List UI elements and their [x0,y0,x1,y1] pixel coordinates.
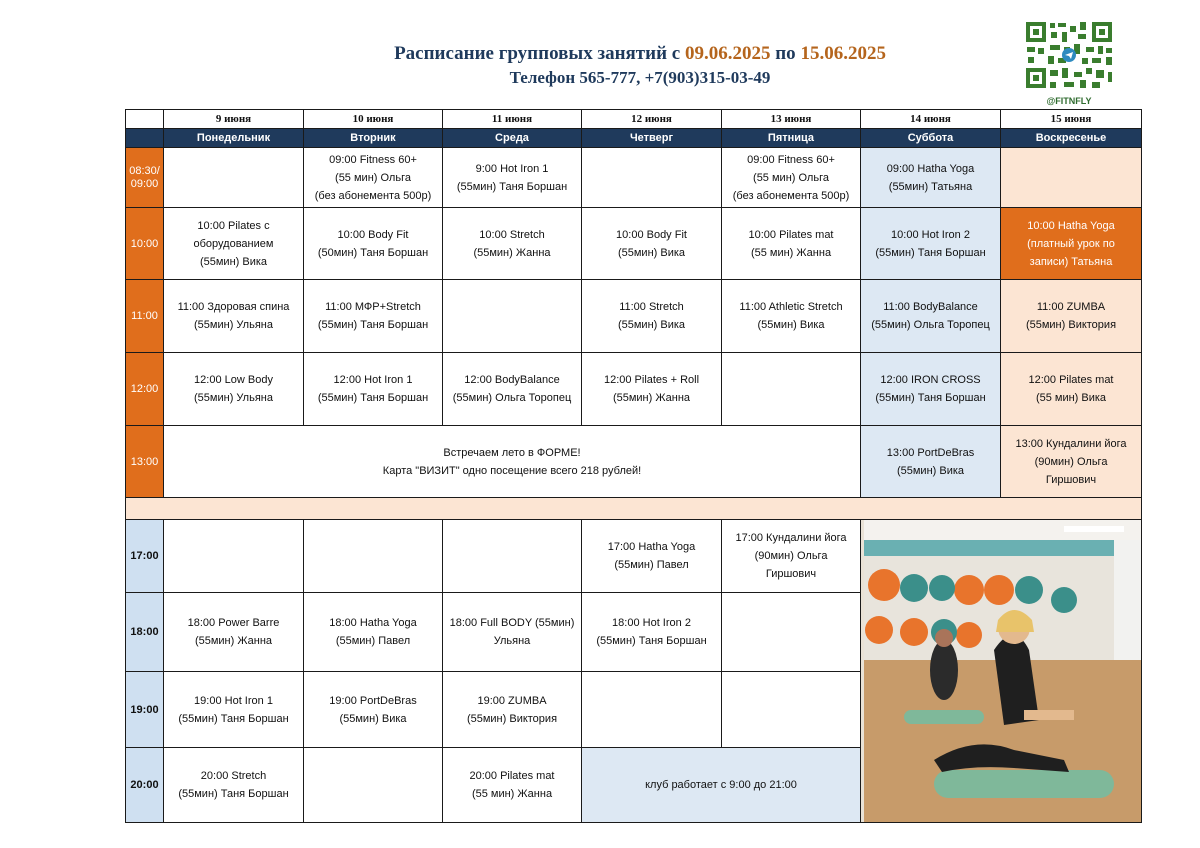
time-1100: 11:00 [126,280,164,353]
class-cell [722,593,861,672]
class-cell [722,353,861,426]
class-cell: 09:00 Fitness 60+ (55 мин) Ольга (без абонемента 500р) [722,148,861,208]
date-sat: 14 июня [861,110,1001,129]
title-mid: по [775,43,796,64]
schedule-table [125,109,1142,823]
class-cell [582,148,722,208]
class-cell: 10:00 Pilates с оборудованием (55мин) Вика [164,208,304,280]
class-cell: 12:00 Pilates + Roll (55мин) Жанна [582,353,722,426]
row-0830 [126,148,1142,208]
dates-row [126,110,1142,129]
promo-line-1: Встречаем лето в ФОРМЕ! [443,446,581,459]
class-cell: 11:00 Stretch (55мин) Вика [582,280,722,353]
class-cell: 18:00 Power Barre (55мин) Жанна [164,593,304,672]
date-from: 09.06.2025 [684,43,771,64]
class-cell-highlight: 10:00 Hatha Yoga (платный урок по записи) Татьяна [1001,208,1142,280]
corner-cell [126,129,164,148]
class-cell: 17:00 Hatha Yoga (55мин) Павел [582,520,722,593]
day-wed: Среда [443,129,582,148]
date-to: 15.06.2025 [800,43,886,64]
date-thu: 12 июня [582,110,722,129]
class-cell: 10:00 Body Fit (55мин) Вика [582,208,722,280]
class-cell: 19:00 Hot Iron 1 (55мин) Таня Боршан [164,672,304,748]
time-1900: 19:00 [126,672,164,748]
class-cell [304,520,443,593]
promo-banner [164,426,861,498]
class-cell: 11:00 Athletic Stretch (55мин) Вика [722,280,861,353]
class-cell: 12:00 BodyBalance (55мин) Ольга Торопец [443,353,582,426]
corner-cell [126,110,164,129]
time-0830: 08:30/ 09:00 [126,148,164,208]
schedule-title [250,42,1030,66]
class-cell: 13:00 Кундалини йога (90мин) Ольга Гиршович [1001,426,1142,498]
class-cell: 9:00 Hot Iron 1 (55мин) Таня Боршан [443,148,582,208]
day-tue: Вторник [304,129,443,148]
separator-bar [126,498,1142,520]
class-cell [443,280,582,353]
day-fri: Пятница [722,129,861,148]
date-sun: 15 июня [1001,110,1142,129]
class-cell: 10:00 Hot Iron 2 (55мин) Таня Боршан [861,208,1001,280]
class-cell: 18:00 Hot Iron 2 (55мин) Таня Боршан [582,593,722,672]
day-sat: Суббота [861,129,1001,148]
phone-line: Телефон 565-777, +7(903)315-03-49 [509,68,771,87]
title-prefix: Расписание групповых занятий с [394,43,681,64]
row-1100 [126,280,1142,353]
days-row [126,129,1142,148]
class-cell: 11:00 ZUMBA (55мин) Виктория [1001,280,1142,353]
class-cell: 19:00 ZUMBA (55мин) Виктория [443,672,582,748]
class-cell [1001,148,1142,208]
date-wed: 11 июня [443,110,582,129]
day-thu: Четверг [582,129,722,148]
separator-row [126,498,1142,520]
class-cell: 19:00 PortDeBras (55мин) Вика [304,672,443,748]
row-1700 [126,520,1142,593]
class-cell: 17:00 Кундалини йога (90мин) Ольга Гиршович [722,520,861,593]
row-1300 [126,426,1142,498]
class-cell: 11:00 Здоровая спина (55мин) Ульяна [164,280,304,353]
time-1300: 13:00 [126,426,164,498]
time-2000: 20:00 [126,748,164,823]
class-cell: 09:00 Fitness 60+ (55 мин) Ольга (без абонемента 500р) [304,148,443,208]
page-header [250,42,1030,90]
class-cell: 11:00 BodyBalance (55мин) Ольга Торопец [861,280,1001,353]
club-hours: клуб работает с 9:00 до 21:00 [582,748,861,823]
date-mon: 9 июня [164,110,304,129]
time-1200: 12:00 [126,353,164,426]
class-cell [164,148,304,208]
class-cell: 12:00 Hot Iron 1 (55мин) Таня Боршан [304,353,443,426]
class-cell: 18:00 Full BODY (55мин) Ульяна [443,593,582,672]
day-sun: Воскресенье [1001,129,1142,148]
class-cell [443,520,582,593]
class-cell: 20:00 Stretch (55мин) Таня Боршан [164,748,304,823]
studio-photo [861,520,1142,823]
class-cell: 20:00 Pilates mat (55 мин) Жанна [443,748,582,823]
class-cell: 13:00 PortDeBras (55мин) Вика [861,426,1001,498]
qr-code-icon[interactable] [1024,20,1114,90]
class-cell [722,672,861,748]
class-cell: 12:00 Low Body (55мин) Ульяна [164,353,304,426]
class-cell: 18:00 Hatha Yoga (55мин) Павел [304,593,443,672]
class-cell: 11:00 МФР+Stretch (55мин) Таня Боршан [304,280,443,353]
time-1800: 18:00 [126,593,164,672]
class-cell: 10:00 Pilates mat (55 мин) Жанна [722,208,861,280]
date-tue: 10 июня [304,110,443,129]
row-1000 [126,208,1142,280]
studio-photo-image [864,520,1142,822]
time-1700: 17:00 [126,520,164,593]
class-cell: 12:00 Pilates mat (55 мин) Вика [1001,353,1142,426]
class-cell: 09:00 Hatha Yoga (55мин) Татьяна [861,148,1001,208]
class-cell [164,520,304,593]
day-mon: Понедельник [164,129,304,148]
promo-line-2: Карта "ВИЗИТ" одно посещение всего 218 рублей! [382,464,642,477]
qr-handle: @FITNFLY [1046,96,1092,106]
class-cell [582,672,722,748]
date-fri: 13 июня [722,110,861,129]
row-1200 [126,353,1142,426]
time-1000: 10:00 [126,208,164,280]
class-cell: 10:00 Stretch (55мин) Жанна [443,208,582,280]
class-cell: 12:00 IRON CROSS (55мин) Таня Боршан [861,353,1001,426]
class-cell: 10:00 Body Fit (50мин) Таня Боршан [304,208,443,280]
class-cell [304,748,443,823]
